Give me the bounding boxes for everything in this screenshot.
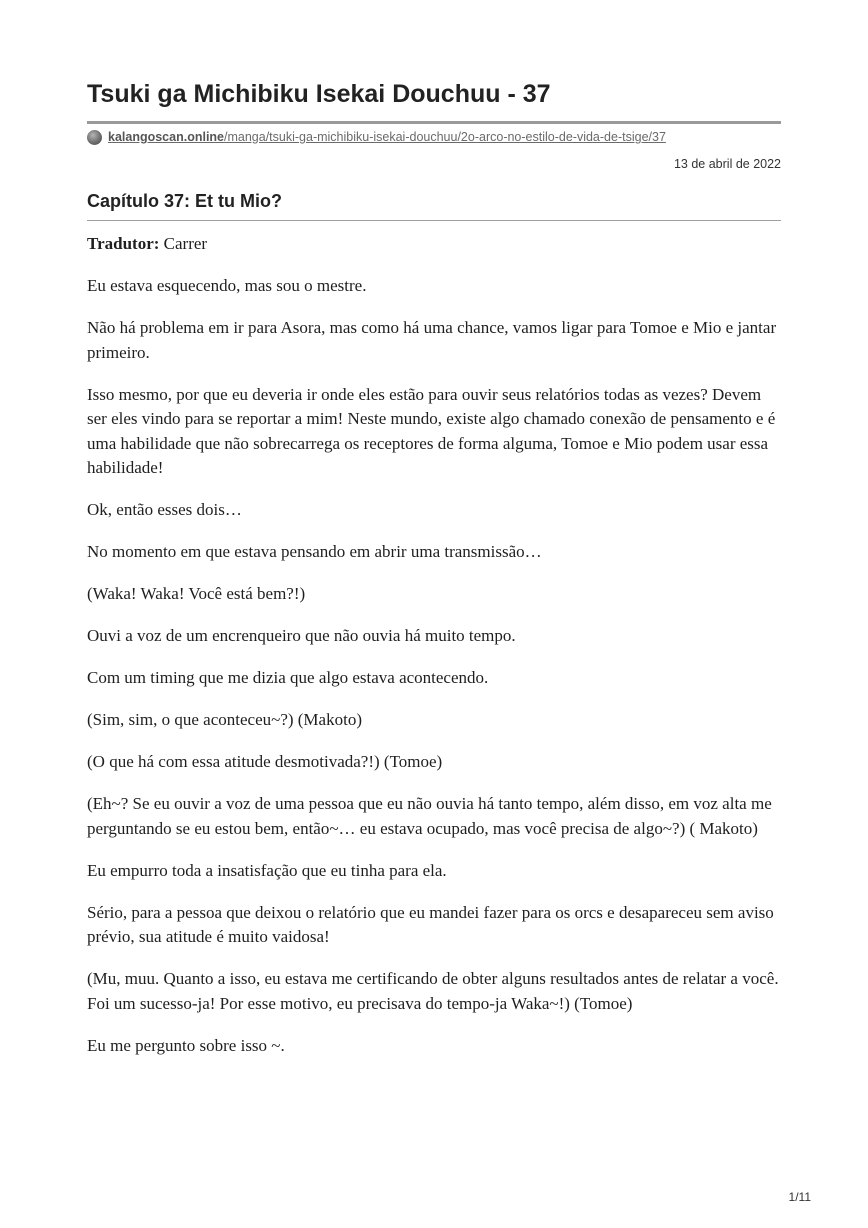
- paragraph: Isso mesmo, por que eu deveria ir onde eles estão para ouvir seus relatórios todas as vezes? Devem ser eles vindo para se reportar a mim! Neste mundo, existe algo chamado conexão de pensamento e é uma habilidade que não sobrecarrega os receptores de forma alguma, Tomoe e Mio podem usar essa habilidade!: [87, 384, 776, 477]
- page-title: Tsuki ga Michibiku Isekai Douchuu - 37: [87, 80, 551, 108]
- paragraph: Com um timing que me dizia que algo estava acontecendo.: [87, 668, 489, 687]
- source-link[interactable]: [108, 130, 666, 144]
- paragraph: (Mu, muu. Quanto a isso, eu estava me certificando de obter alguns resultados antes de relatar a você. Foi um sucesso-ja! Por esse motivo, eu precisava do tempo-ja Waka~!) (Tomoe): [87, 969, 779, 1013]
- site-favicon-icon: [87, 130, 102, 145]
- source-row: [87, 129, 781, 147]
- paragraph: Ouvi a voz de um encrenqueiro que não ouvia há muito tempo.: [87, 626, 516, 645]
- article-body: [87, 232, 781, 1076]
- publish-date: 13 de abril de 2022: [673, 157, 781, 171]
- paragraph: (Sim, sim, o que aconteceu~?) (Makoto): [87, 710, 362, 729]
- translator-name: Carrer: [159, 234, 208, 253]
- translator-line: [87, 232, 781, 257]
- paragraph: Sério, para a pessoa que deixou o relatório que eu mandei fazer para os orcs e desapareceu sem aviso prévio, sua atitude é muito vaidosa!: [87, 902, 774, 946]
- chapter-divider: [87, 220, 781, 221]
- paragraph: (O que há com essa atitude desmotivada?!) (Tomoe): [87, 752, 443, 771]
- paragraph: Eu estava esquecendo, mas sou o mestre.: [87, 276, 367, 295]
- paragraph: Eu me pergunto sobre isso ~.: [87, 1035, 285, 1055]
- paragraph: No momento em que estava pensando em abrir uma transmissão…: [87, 542, 542, 561]
- page-number: 1/11: [788, 1190, 811, 1204]
- title-divider: [87, 121, 781, 124]
- source-domain: kalangoscan.online: [108, 130, 225, 144]
- paragraph: Não há problema em ir para Asora, mas como há uma chance, vamos ligar para Tomoe e Mio e jantar primeiro.: [87, 318, 777, 362]
- source-path: /manga/tsuki-ga-michibiku-isekai-douchuu/2o-arco-no-estilo-de-vida-de-tsige/37: [224, 130, 666, 144]
- paragraph: Eu empurro toda a insatisfação que eu tinha para ela.: [87, 860, 447, 880]
- paragraph: (Waka! Waka! Você está bem?!): [87, 584, 306, 603]
- paragraph: (Eh~? Se eu ouvir a voz de uma pessoa que eu não ouvia há tanto tempo, além disso, em voz alta me perguntando se eu estou bem, então~… eu estava ocupado, mas você precisa de algo~?) ( Makoto): [87, 794, 772, 838]
- chapter-title: Capítulo 37: Et tu Mio?: [87, 191, 282, 211]
- translator-label: Tradutor:: [87, 234, 160, 253]
- paragraph: Ok, então esses dois…: [87, 500, 242, 519]
